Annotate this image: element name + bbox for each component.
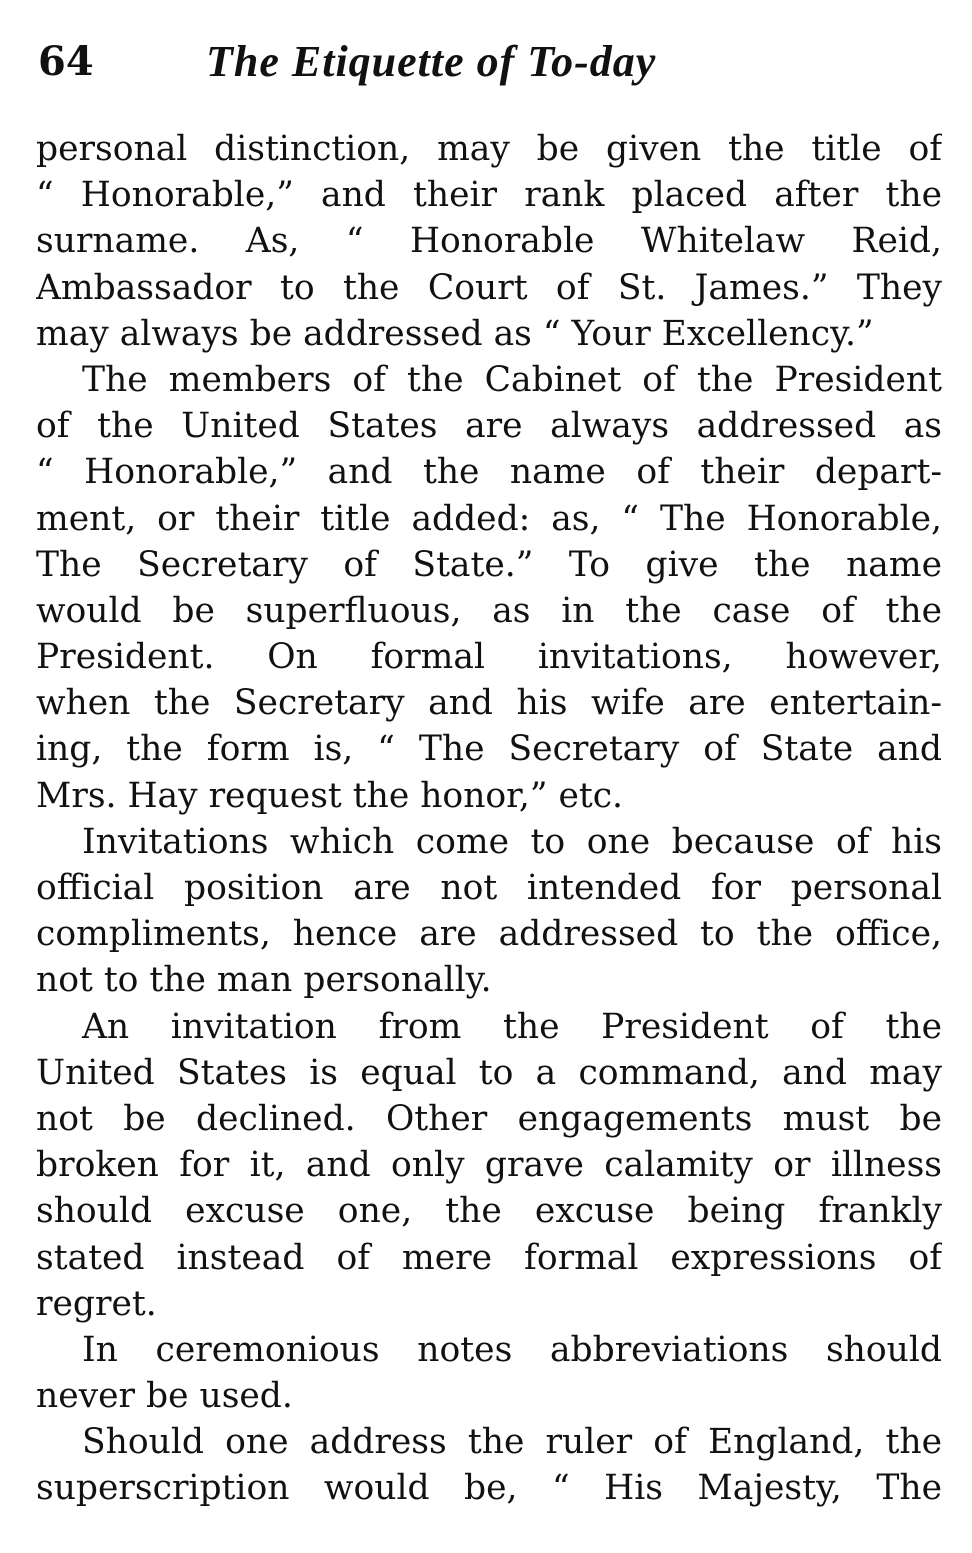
text-line: may always be addressed as “ Your Excellency.”	[36, 313, 874, 354]
paragraph	[36, 357, 942, 819]
text-line: when the Secretary and his wife are entertain-	[36, 683, 942, 724]
paragraph	[36, 126, 942, 357]
text-line: United States is equal to a command, and may	[36, 1052, 942, 1093]
text-line: ment, or their title added: as, “ The Honorable,	[36, 498, 942, 539]
text-line: personal distinction, may be given the title of	[36, 129, 942, 169]
text-line: broken for it, and only grave calamity or illness	[36, 1145, 942, 1186]
text-line: never be used.	[36, 1376, 293, 1417]
text-line: ing, the form is, “ The Secretary of State and	[36, 729, 942, 770]
text-line: In ceremonious notes abbreviations should	[82, 1329, 942, 1370]
text-line: should excuse one, the excuse being frankly	[36, 1191, 942, 1232]
text-line: official position are not intended for personal	[36, 868, 942, 908]
text-line: An invitation from the President of the	[82, 1006, 942, 1047]
text-line: Should one address the ruler of England, the	[82, 1422, 942, 1463]
paragraph	[36, 819, 942, 1004]
text-line: would be superfluous, as in the case of the	[36, 590, 942, 631]
paragraph	[36, 1327, 942, 1419]
text-line: surname. As, “ Honorable Whitelaw Reid,	[36, 221, 942, 262]
running-title: The Etiquette of To-day	[206, 37, 657, 86]
text-line: The members of the Cabinet of the President	[82, 359, 942, 400]
text-line: regret.	[36, 1283, 157, 1324]
text-line: superscription would be, “ His Majesty, The	[36, 1468, 942, 1509]
page-number: 64	[38, 38, 94, 85]
text-line: President. On formal invitations, however,	[36, 637, 942, 678]
text-line: stated instead of mere formal expressions of	[36, 1237, 942, 1278]
paragraph	[36, 1004, 942, 1327]
body-text	[36, 126, 942, 1512]
text-line: of the United States are always addressed as	[36, 406, 942, 447]
text-line: “ Honorable,” and their rank placed after the	[36, 175, 942, 216]
text-line: The Secretary of State.” To give the name	[36, 544, 942, 585]
book-page	[36, 0, 942, 1553]
text-line: compliments, hence are addressed to the office,	[36, 914, 942, 955]
text-line: not to the man personally.	[36, 960, 492, 1001]
page-header	[36, 36, 942, 96]
text-line: “ Honorable,” and the name of their depart-	[36, 452, 942, 493]
paragraph	[36, 1419, 942, 1511]
text-line: not be declined. Other engagements must be	[36, 1098, 942, 1139]
text-line: Ambassador to the Court of St. James.” They	[36, 267, 942, 308]
text-line: Invitations which come to one because of his	[82, 821, 942, 862]
text-line: Mrs. Hay request the honor,” etc.	[36, 775, 624, 816]
